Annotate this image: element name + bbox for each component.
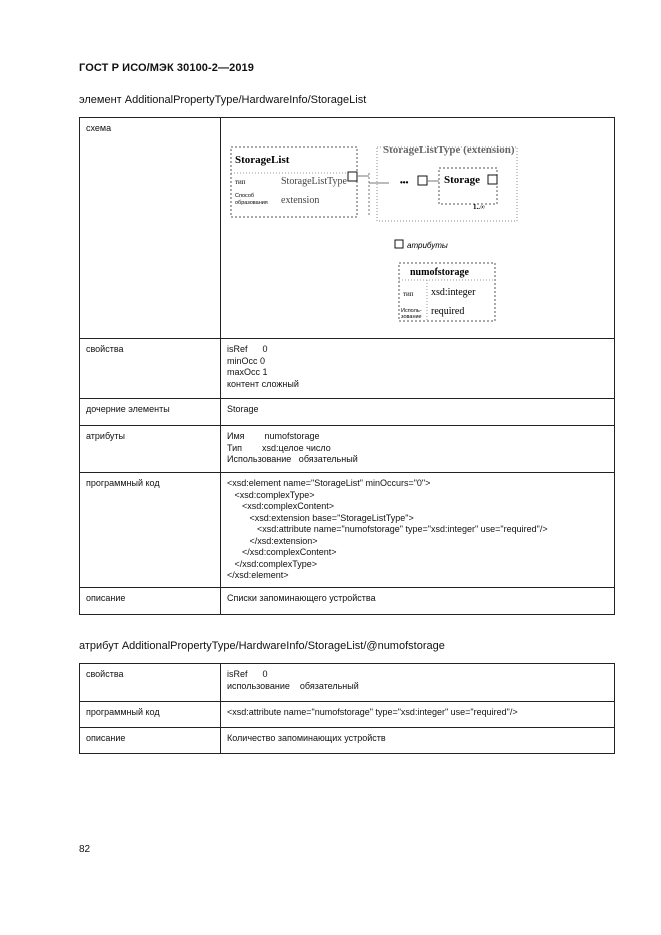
row-label-description: описание	[80, 588, 221, 615]
diagram-type-label: тип	[235, 178, 246, 186]
code-line: </xsd:complexContent>	[227, 547, 337, 557]
code-line: <xsd:extension base="StorageListType">	[227, 512, 414, 523]
table-row	[80, 339, 615, 399]
code-line: <xsd:attribute name="numofstorage" type="xsd:integer" use="required"/>	[227, 524, 548, 534]
diagram-child-name: Storage	[444, 174, 481, 186]
property-line: isRef 0	[227, 344, 268, 354]
row-label-properties: свойства	[80, 664, 221, 702]
schema-diagram	[227, 123, 608, 323]
element-table	[79, 117, 615, 615]
code-line: <xsd:complexContent>	[227, 501, 335, 511]
table-row	[80, 588, 615, 615]
diagram-attr-name: numofstorage	[410, 267, 469, 278]
code-line: <xsd:element name="StorageList" minOccurs="0">	[227, 478, 431, 488]
diagram-attr-use-value: required	[431, 306, 465, 317]
schema-diagram-svg	[227, 123, 617, 328]
row-label-properties: свойства	[80, 339, 221, 399]
table-row	[80, 728, 615, 754]
row-label-code: программный код	[80, 702, 221, 728]
code-line: </xsd:complexType>	[227, 558, 318, 569]
diagram-method-label: Способ	[235, 193, 255, 199]
sequence-icon	[418, 176, 427, 185]
attribute-line: Использование обязательный	[227, 454, 358, 464]
diagram-extension-title: StorageListType (extension)	[383, 144, 515, 156]
properties-cell	[221, 664, 615, 702]
code-cell	[221, 473, 615, 588]
expand-icon	[488, 175, 497, 184]
row-label-description: описание	[80, 728, 221, 754]
expand-icon	[348, 172, 357, 181]
property-line: minOcc 0	[227, 355, 266, 366]
schema-diagram-cell	[221, 118, 615, 339]
table-row	[80, 399, 615, 426]
table-row	[80, 426, 615, 473]
diagram-child-multiplicity: 1..∞	[473, 203, 485, 211]
section-title-attribute: атрибут AdditionalPropertyType/HardwareInfo/StorageList/@numofstorage	[79, 640, 445, 652]
diagram-method-value: extension	[281, 195, 320, 206]
attribute-table	[79, 663, 615, 754]
diagram-attr-type-value: xsd:integer	[431, 287, 476, 298]
row-label-children: дочерние элементы	[80, 399, 221, 426]
diagram-attr-use-label: зование	[401, 314, 422, 320]
property-line: isRef 0	[227, 669, 268, 679]
section-title-element: элемент AdditionalPropertyType/HardwareInfo/StorageList	[79, 94, 367, 106]
children-value: Storage	[221, 399, 615, 426]
page-number: 82	[79, 844, 91, 855]
code-line: </xsd:extension>	[227, 535, 318, 546]
diagram-attributes-label: атрибуты	[407, 241, 448, 250]
code-value: <xsd:attribute name="numofstorage" type="xsd:integer" use="required"/>	[221, 702, 615, 728]
property-line: контент сложный	[227, 378, 299, 389]
diagram-sequence-symbol: •••	[400, 178, 409, 187]
code-line: </xsd:element>	[227, 570, 289, 580]
description-value: Списки запоминающего устройства	[221, 588, 615, 615]
attributes-cell	[221, 426, 615, 473]
table-row	[80, 473, 615, 588]
document-header: ГОСТ Р ИСО/МЭК 30100-2—2019	[79, 62, 254, 74]
attributes-icon	[395, 240, 403, 248]
row-label-attributes: атрибуты	[80, 426, 221, 473]
attribute-line: Имя numofstorage	[227, 431, 320, 441]
diagram-method-label: образования	[235, 200, 268, 206]
diagram-attr-type-label: тип	[403, 290, 414, 298]
row-label-schema: схема	[80, 118, 221, 339]
diagram-type-value: StorageListType	[281, 176, 347, 187]
table-row	[80, 702, 615, 728]
property-line: использование обязательный	[227, 680, 359, 691]
attribute-line: Тип xsd:целое число	[227, 442, 331, 453]
row-label-code: программный код	[80, 473, 221, 588]
diagram-elem-name: StorageList	[235, 154, 290, 166]
code-line: <xsd:complexType>	[227, 489, 315, 500]
table-row	[80, 664, 615, 702]
properties-cell	[221, 339, 615, 399]
table-row	[80, 118, 615, 339]
description-value: Количество запоминающих устройств	[221, 728, 615, 754]
diagram-attr-use-label: Исполь-	[401, 308, 422, 314]
property-line: maxOcc 1	[227, 367, 268, 377]
